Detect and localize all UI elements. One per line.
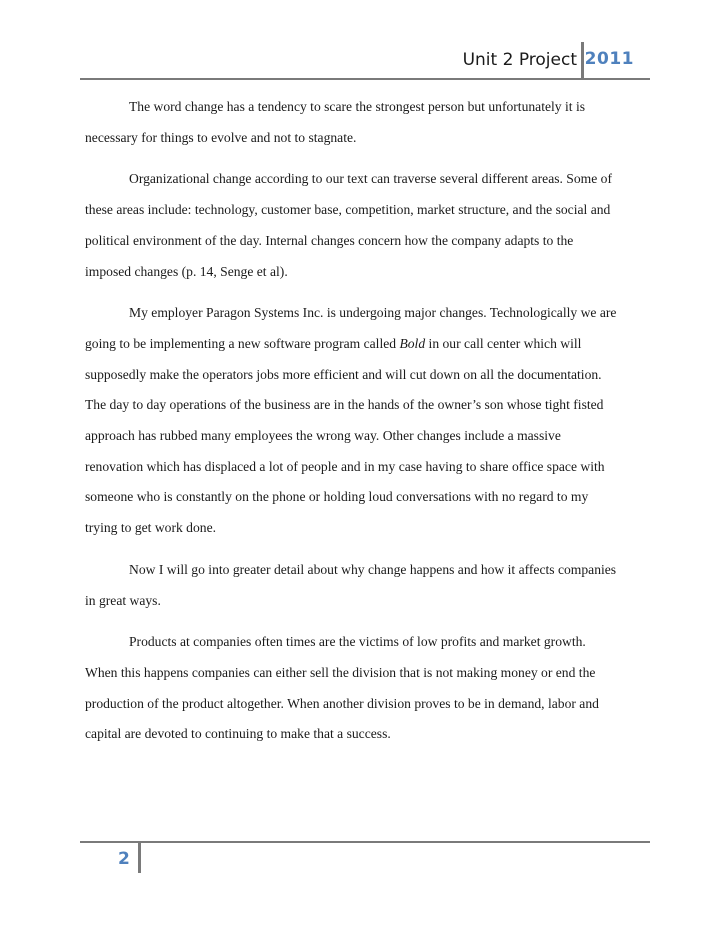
paragraph-line: Products at companies often times are the victims of low profits and market growth. — [129, 634, 586, 650]
paragraph-4 — [85, 555, 655, 616]
paragraph-line: imposed changes (p. 14, Senge et al). — [85, 263, 288, 279]
paragraph-line: Organizational change according to our text can traverse several different areas. Some of — [129, 171, 612, 187]
page-header — [80, 42, 650, 80]
header-title: Unit 2 Project — [462, 50, 577, 70]
paragraph-line: The word change has a tendency to scare the strongest person but unfortunately it is — [129, 99, 586, 114]
paragraph-line: supposedly make the operators jobs more efficient and will cut down on all the documentation. — [85, 366, 602, 382]
paragraph-line-with-italic: going to be implementing a new software program called Bold in our call center which will — [85, 335, 582, 351]
paragraph-line: production of the product altogether. When another division proves to be in demand, labor and — [85, 695, 599, 711]
header-year: 2011 — [584, 49, 634, 69]
paragraph-line: My employer Paragon Systems Inc. is undergoing major changes. Technologically we are — [129, 305, 617, 321]
paragraph-2 — [85, 164, 655, 287]
paragraph-line: political environment of the day. Internal changes concern how the company adapts to the — [85, 232, 574, 248]
paragraph-line: When this happens companies can either sell the division that is not making money or end the — [85, 664, 596, 680]
paragraph-line: necessary for things to evolve and not to stagnate. — [85, 129, 357, 145]
page-number: 2 — [118, 849, 130, 869]
page-footer — [80, 841, 650, 873]
paragraph-5 — [85, 627, 655, 750]
paragraph-line: Now I will go into greater detail about why change happens and how it affects companies — [129, 561, 617, 577]
paragraph-line: trying to get work done. — [85, 520, 217, 536]
document-body — [85, 92, 655, 761]
paragraph-line: The day to day operations of the business are in the hands of the owner’s son whose tight fisted — [85, 397, 604, 413]
paragraph-3 — [85, 298, 655, 544]
paragraph-line: these areas include: technology, customer base, competition, market structure, and the social and — [85, 202, 611, 218]
footer-divider — [138, 843, 141, 873]
paragraph-line: in great ways. — [85, 592, 161, 608]
paragraph-line: capital are devoted to continuing to make that a success. — [85, 726, 391, 742]
italic-product-name: Bold — [399, 335, 426, 351]
paragraph-line: approach has rubbed many employees the wrong way. Other changes include a massive — [85, 428, 561, 444]
paragraph-line: renovation which has displaced a lot of people and in my case having to share office space with — [85, 458, 605, 474]
header-divider — [581, 42, 584, 78]
paragraph-1 — [85, 92, 655, 153]
paragraph-line: someone who is constantly on the phone or holding loud conversations with no regard to my — [85, 489, 589, 505]
